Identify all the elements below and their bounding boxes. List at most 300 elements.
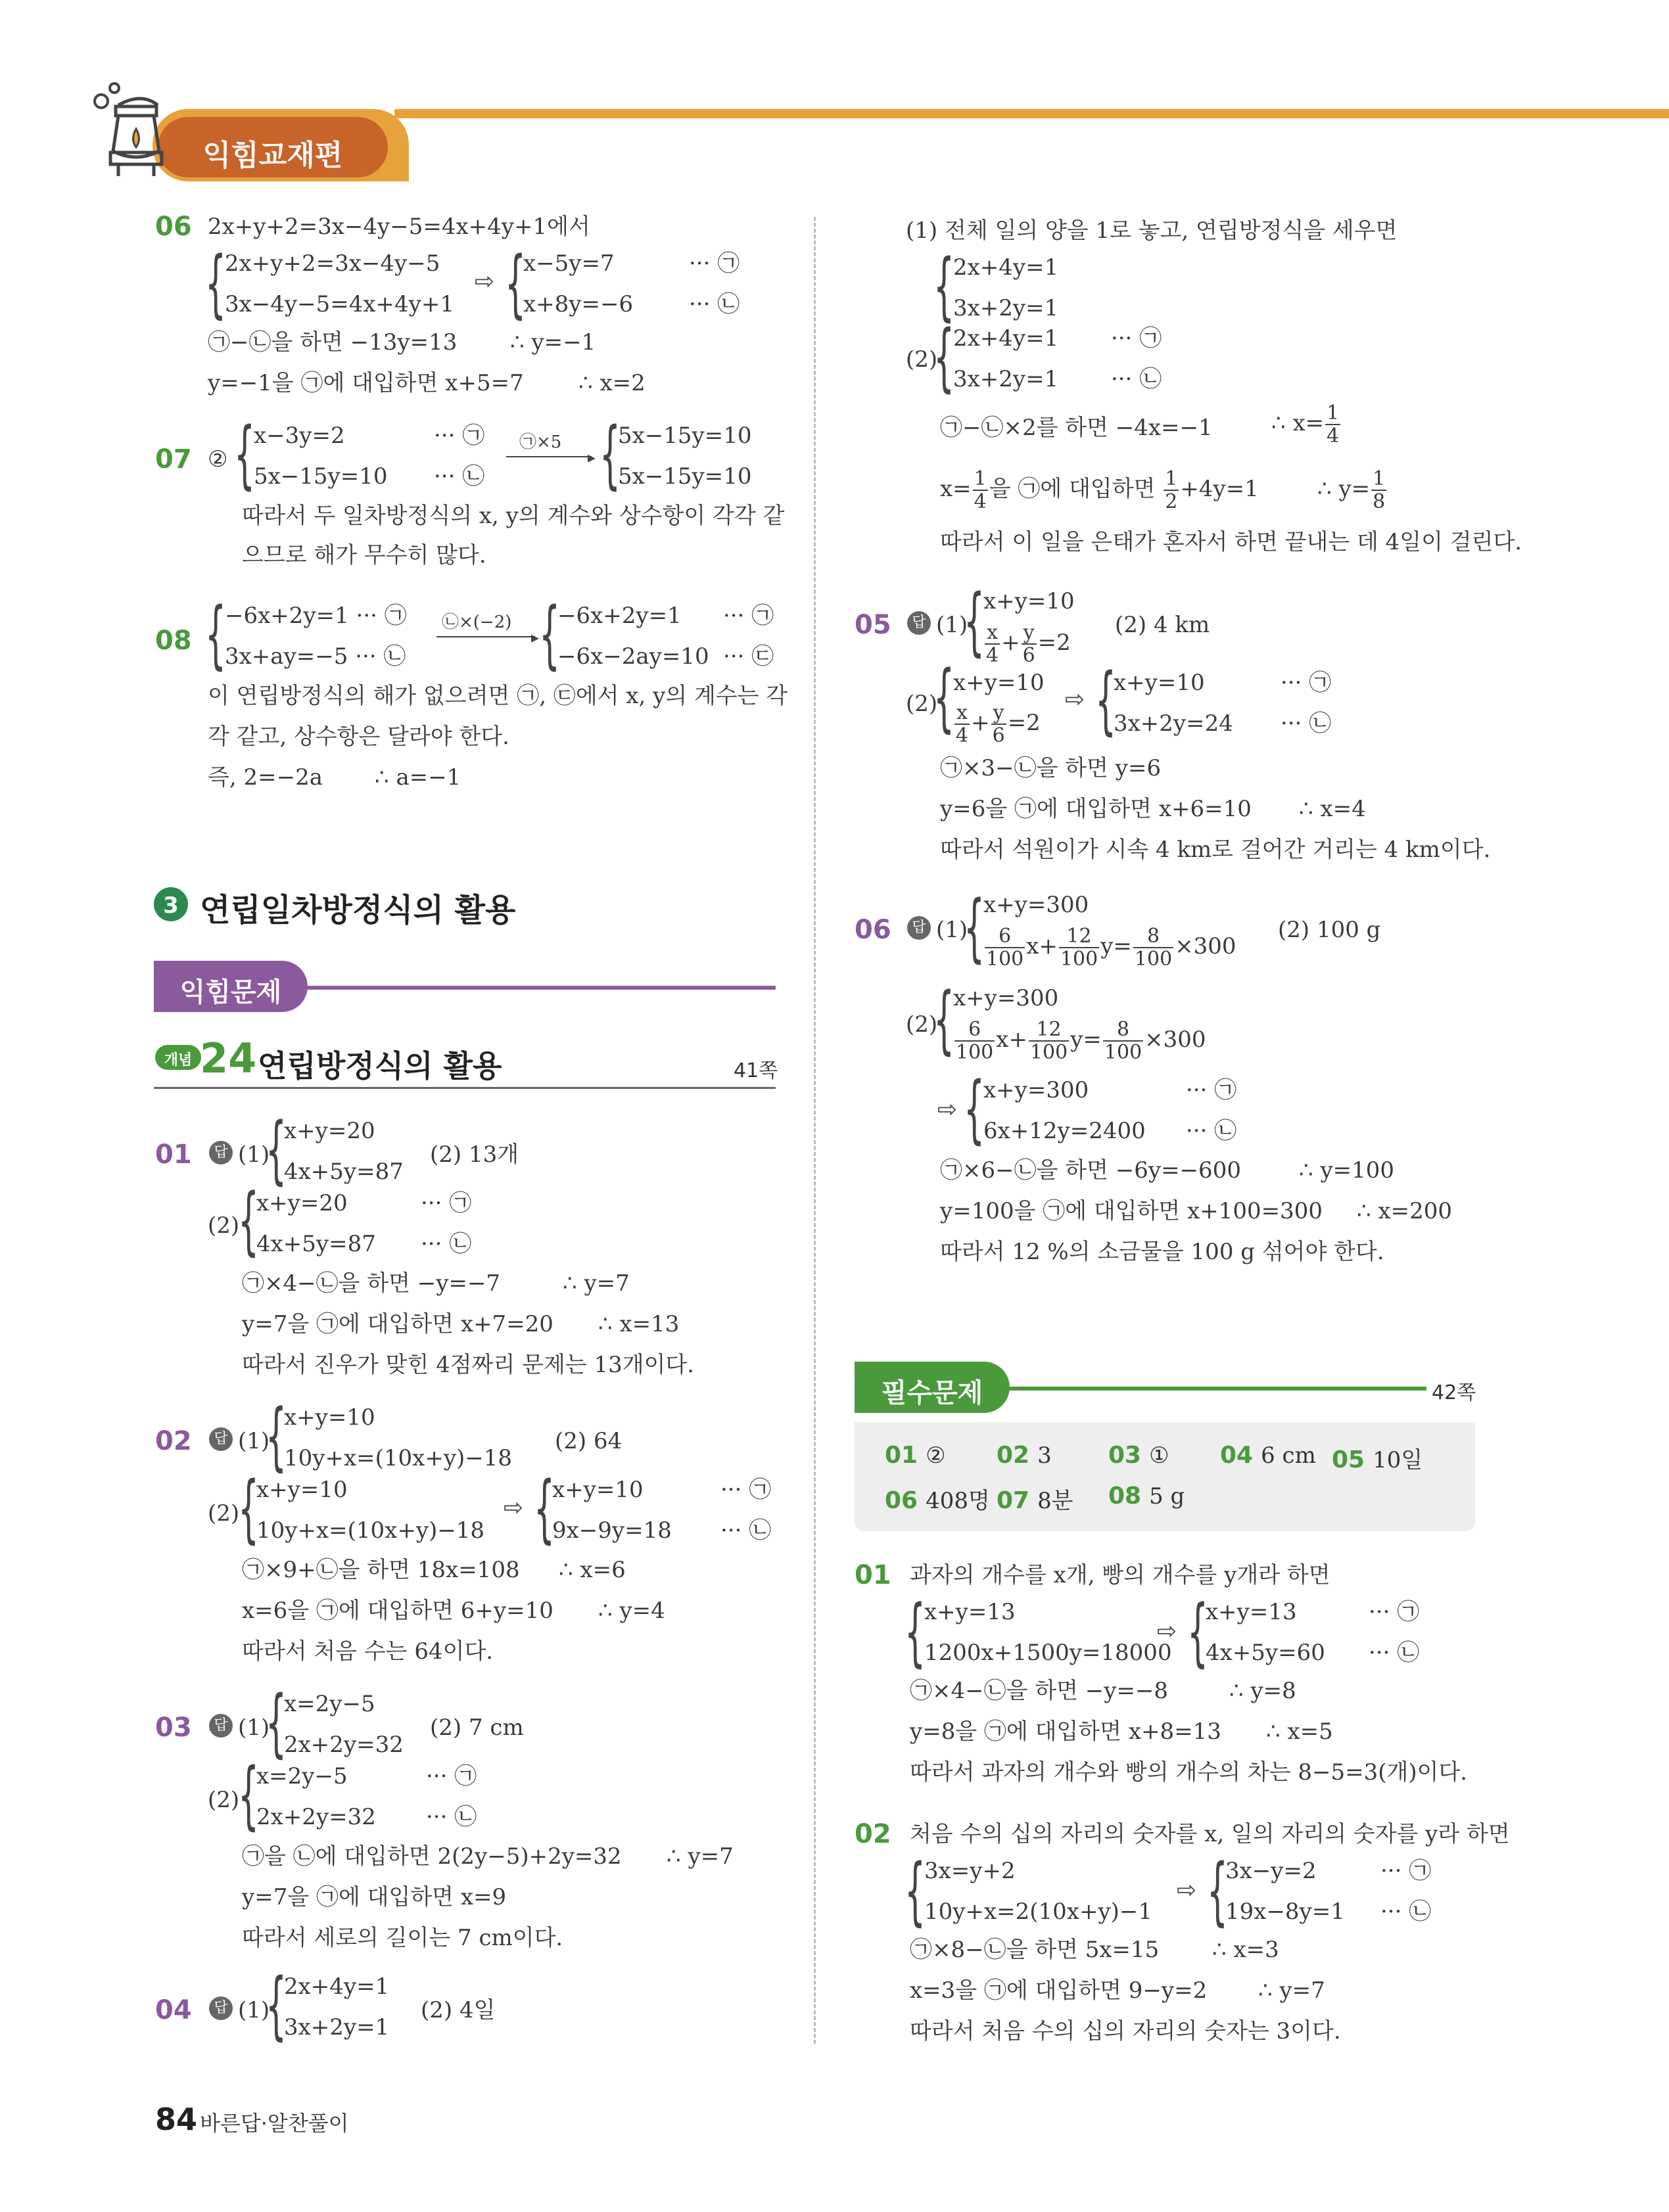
denominator: 100: [1104, 1041, 1142, 1064]
equation: x=2y−5: [284, 1691, 375, 1717]
answer-value: 10일: [1373, 1447, 1423, 1473]
equation: x+y=10: [284, 1404, 375, 1431]
solution-result: ∴ y=4: [598, 1598, 665, 1624]
brace: {: [1095, 658, 1117, 743]
numerator: 1: [974, 467, 987, 490]
brace: {: [238, 1753, 260, 1838]
fraction: [1103, 1019, 1143, 1063]
answer-text: (2) 7 cm: [430, 1715, 524, 1741]
brace: {: [205, 241, 227, 327]
problem-number: 02: [855, 1819, 891, 1849]
page-number: 84: [155, 2102, 198, 2137]
equation-marker: ··· ㉡: [1281, 710, 1332, 737]
fraction: [991, 702, 1006, 747]
text: +: [971, 710, 990, 736]
answer-box: [855, 1422, 1475, 1531]
arrow-head-icon: ▸: [588, 448, 596, 467]
fraction: [954, 1019, 995, 1063]
answer-number: 02: [997, 1442, 1030, 1469]
equation: 10y+x=(10x+y)−18: [256, 1517, 485, 1544]
fraction: [1133, 925, 1173, 970]
solution-line: 따라서 처음 수는 64이다.: [242, 1638, 494, 1665]
equation: 6x+12y=2400: [983, 1118, 1146, 1144]
equation-marker: ··· ㉠: [421, 1190, 472, 1216]
equation: [953, 1019, 1206, 1063]
arrow-icon: ⇨: [1065, 686, 1085, 713]
equation: x+y=300: [953, 985, 1059, 1011]
part-label: (2): [906, 691, 938, 717]
solution-result: ∴ x=13: [598, 1311, 680, 1337]
brace: {: [599, 412, 621, 497]
numerator: 6: [954, 1019, 995, 1042]
equation: 19x−8y=1: [1225, 1899, 1345, 1925]
text: x+: [1026, 933, 1058, 959]
text: y=: [1100, 933, 1132, 959]
numerator: y: [991, 702, 1006, 725]
answer-text: (2) 4일: [421, 1997, 496, 2023]
text: ×300: [1175, 933, 1236, 959]
text: =2: [1007, 710, 1041, 736]
numerator: 1: [1327, 402, 1340, 425]
solution-result: ∴ y=100: [1299, 1157, 1395, 1184]
fraction: [1022, 622, 1037, 666]
brace: {: [933, 315, 955, 400]
problem-number: 08: [155, 626, 192, 656]
solution-result: ∴ y=7: [563, 1270, 630, 1297]
equation: −6x−2ay=10: [557, 643, 709, 670]
answer-badge: 답: [209, 1141, 233, 1164]
fraction: [1164, 468, 1179, 513]
denominator: 4: [986, 644, 999, 667]
fraction: [1029, 1019, 1069, 1063]
arrow-icon: ⇨: [504, 1494, 524, 1521]
fraction: [1325, 402, 1340, 447]
part-label: (2): [906, 1011, 938, 1038]
fraction: [1371, 468, 1386, 513]
concept-page: 41쪽: [734, 1059, 778, 1082]
fraction: [1059, 925, 1099, 970]
equation: x−3y=2: [254, 423, 345, 449]
solution-result: ∴ y=7: [1258, 1977, 1325, 2004]
equation: 1200x+1500y=18000: [924, 1640, 1172, 1666]
numerator: 1: [1373, 467, 1386, 490]
brace: {: [205, 592, 227, 678]
problem-number: 01: [855, 1560, 891, 1590]
solution-line: ㉠×3−㉡을 하면 y=6: [940, 755, 1162, 781]
answer-value: 408명: [926, 1488, 990, 1514]
solution-line: y=7을 ㉠에 대입하면 x=9: [242, 1884, 507, 1910]
answer-text: (2) 13개: [430, 1141, 519, 1168]
equation: 3x−4y−5=4x+4y+1: [225, 291, 454, 317]
answer-value: 5 g: [1149, 1483, 1185, 1509]
equation-marker: ··· ㉠: [426, 1763, 477, 1789]
denominator: 100: [1134, 948, 1173, 971]
ribbon-line: [986, 1387, 1426, 1391]
answer-badge: 답: [209, 1714, 233, 1738]
equation: x+y=20: [284, 1118, 375, 1144]
equation-marker: ··· ㉠: [723, 603, 774, 629]
header-tab-label: 익힘교재편: [202, 139, 343, 172]
numerator: 8: [1103, 1019, 1143, 1042]
concept-title: 연립방정식의 활용: [258, 1048, 502, 1084]
solution-line: ㉠×6−㉡을 하면 −6y=−600: [940, 1157, 1241, 1184]
solution-line: 이 연립방정식의 해가 없으려면 ㉠, ㉢에서 x, y의 계수는 각: [208, 683, 788, 709]
fraction: [954, 702, 970, 747]
denominator: 100: [986, 948, 1024, 971]
solution-result: [1317, 468, 1388, 513]
answer-badge: 답: [907, 611, 931, 635]
equation: x+y=20: [256, 1190, 348, 1216]
column-divider: [814, 217, 816, 2044]
denominator: 6: [1022, 644, 1035, 667]
ribbon-label: 필수문제: [881, 1378, 983, 1408]
brace: {: [964, 885, 985, 971]
problem-statement: 과자의 개수를 x개, 빵의 개수를 y개라 하면: [910, 1562, 1330, 1588]
solution-line: y=6을 ㉠에 대입하면 x+6=10: [940, 796, 1252, 822]
equation-marker: ··· ㉠: [720, 1477, 772, 1503]
solution-line: ㉠−㉡×2를 하면 −4x=−1: [940, 415, 1213, 441]
equation-marker: ··· ㉡: [426, 1804, 477, 1830]
answer-item: [1220, 1442, 1316, 1469]
solution-line: ㉠−㉡을 하면 −13y=13: [208, 329, 458, 356]
equation: 5x−15y=10: [254, 463, 388, 490]
brace: {: [505, 241, 527, 327]
equation: 4x+5y=87: [256, 1231, 376, 1257]
denominator: 4: [1327, 425, 1340, 448]
brace: {: [539, 592, 561, 678]
equation: x+y=300: [983, 1077, 1089, 1103]
equation: [953, 702, 1041, 747]
solution-line: ㉠×9+㉡을 하면 18x=108: [242, 1557, 520, 1583]
answer-number: 08: [1108, 1483, 1142, 1509]
denominator: 4: [956, 724, 969, 747]
solution-line: 따라서 진우가 맞힌 4점짜리 문제는 13개이다.: [242, 1352, 695, 1378]
brace: {: [964, 1067, 985, 1152]
denominator: 8: [1373, 490, 1386, 513]
brace: {: [933, 244, 955, 329]
answer-value: ①: [1149, 1442, 1169, 1469]
fraction: [985, 925, 1025, 970]
problem-statement: 처음 수의 십의 자리의 숫자를 x, 일의 자리의 숫자를 y라 하면: [910, 1821, 1510, 1847]
solution-line: x=6을 ㉠에 대입하면 6+y=10: [242, 1598, 553, 1624]
equation-marker: ··· ㉠: [689, 250, 740, 277]
answer-number: 07: [997, 1487, 1030, 1514]
answer-item: [885, 1442, 946, 1469]
arrow-icon: ⇨: [1177, 1877, 1197, 1904]
operation-arrow: [506, 456, 592, 457]
problem-number: 03: [155, 1713, 192, 1743]
part-label: (1): [238, 1141, 270, 1168]
solution-result: ∴ y=−1: [510, 329, 596, 356]
answer-item: [885, 1483, 990, 1515]
equation-marker: ··· ㉠: [1281, 670, 1332, 696]
ribbon-label: 익힘문제: [179, 977, 282, 1007]
numerator: x: [985, 622, 1000, 645]
numerator: y: [1022, 622, 1037, 645]
part-label: (2): [906, 346, 938, 373]
solution-line: y=100을 ㉠에 대입하면 x+100=300: [940, 1198, 1323, 1224]
equation: x+8y=−6: [523, 291, 634, 317]
equation: 3x+2y=1: [284, 2014, 390, 2040]
brace: {: [266, 1963, 287, 2048]
equation-line: 2x+y+2=3x−4y−5=4x+4y+1에서: [208, 214, 590, 240]
equation: 3x+ay=−5 ··· ㉡: [225, 643, 406, 670]
answer-item: [997, 1483, 1073, 1515]
equation-marker: ··· ㉡: [434, 463, 485, 490]
problem-number: 06: [855, 915, 891, 945]
denominator: 4: [974, 490, 987, 513]
equation: 2x+2y=32: [256, 1804, 376, 1830]
solution-line: (1) 전체 일의 양을 1로 놓고, 연립방정식을 세우면: [906, 218, 1398, 244]
numerator: 12: [1059, 925, 1099, 948]
equation: 3x+2y=1: [953, 295, 1059, 321]
brace: {: [1187, 1590, 1209, 1675]
solution-line: 따라서 두 일차방정식의 x, y의 계수와 상수항이 각각 같: [242, 503, 785, 529]
arrow-icon: ⇨: [475, 268, 495, 295]
equation-marker: ··· ㉠: [1186, 1077, 1237, 1103]
equation: [983, 925, 1236, 970]
concept-tag: [155, 1045, 201, 1070]
numerator: 6: [985, 925, 1025, 948]
solution-result: [1271, 402, 1342, 447]
answer-value: 6 cm: [1261, 1442, 1316, 1469]
equation-marker: ··· ㉠: [434, 423, 485, 449]
result-text: ∴ y=: [1317, 476, 1371, 502]
equation: x+y=13: [924, 1599, 1016, 1625]
answer-text: (2) 64: [555, 1428, 623, 1454]
result-text: ∴ x=: [1271, 410, 1325, 436]
brace: {: [266, 1107, 287, 1193]
equation: 5x−15y=10: [618, 463, 752, 490]
brace: {: [238, 1466, 260, 1552]
answer-badge: 답: [209, 1427, 233, 1451]
ribbon-tab: [154, 961, 308, 1012]
arrow-icon: ⇨: [937, 1096, 958, 1123]
equation: 4x+5y=60: [1206, 1640, 1325, 1666]
solution-line: ㉠을 ㉡에 대입하면 2(2y−5)+2y=32: [242, 1843, 622, 1870]
equation: x+y=10: [983, 588, 1075, 614]
answer-value: 8분: [1037, 1488, 1073, 1514]
problem-number: 07: [155, 444, 192, 474]
operation-arrow: [436, 636, 535, 637]
section-title: 연립일차방정식의 활용: [200, 892, 516, 929]
solution-line: ㉠×8−㉡을 하면 5x=15: [910, 1937, 1160, 1963]
operation-label: ㉠×5: [519, 432, 562, 452]
arrow-icon: ⇨: [1157, 1618, 1177, 1645]
part-label: (1): [238, 1997, 270, 2023]
text: 을 ㉠에 대입하면: [989, 476, 1156, 502]
solution-result: ∴ y=7: [667, 1843, 734, 1870]
fraction: [985, 622, 1000, 666]
solution-line: y=7을 ㉠에 대입하면 x+7=20: [242, 1311, 553, 1337]
equation: 10y+x=(10x+y)−18: [284, 1445, 513, 1471]
part-label: (2): [208, 1787, 240, 1813]
brace: {: [266, 1680, 287, 1766]
brace: {: [534, 1466, 555, 1552]
solution-line: 따라서 과자의 개수와 빵의 개수의 차는 8−5=3(개)이다.: [910, 1759, 1468, 1786]
solution-line: 따라서 석원이가 시속 4 km로 걸어간 거리는 4 km이다.: [940, 837, 1491, 863]
equation-marker: ··· ㉡: [1369, 1640, 1420, 1666]
equation-marker: ··· ㉢: [723, 643, 774, 670]
solution-result: ∴ a=−1: [375, 764, 461, 791]
equation-marker: ··· ㉡: [720, 1517, 772, 1544]
text: +4y=1: [1180, 476, 1259, 502]
equation: 4x+5y=87: [284, 1159, 404, 1185]
problem-number: 05: [855, 610, 891, 640]
solution-line: [940, 468, 1259, 513]
equation: −6x+2y=1: [557, 603, 682, 629]
equation: x−5y=7: [523, 250, 615, 277]
problem-number: 06: [155, 212, 192, 242]
brace: {: [905, 1849, 926, 1934]
equation: x+y=10: [953, 670, 1045, 696]
section-badge: [154, 887, 188, 921]
solution-result: ∴ x=6: [559, 1557, 626, 1583]
text: x=: [940, 476, 972, 502]
numerator: x: [954, 702, 970, 725]
equation: 2x+4y=1: [953, 254, 1059, 281]
equation: [983, 622, 1071, 666]
solution-line: 으므로 해가 무수히 많다.: [242, 542, 486, 568]
solution-result: ∴ x=5: [1266, 1718, 1333, 1745]
equation: −6x+2y=1 ··· ㉠: [225, 603, 407, 629]
equation: 3x=y+2: [924, 1858, 1016, 1884]
numerator: 8: [1133, 925, 1173, 948]
brace: {: [266, 1394, 287, 1479]
solution-line: 따라서 세로의 길이는 7 cm이다.: [242, 1925, 563, 1951]
answer-value: ②: [926, 1442, 946, 1469]
answer-item: [1108, 1442, 1169, 1469]
solution-result: ∴ x=200: [1357, 1198, 1452, 1224]
denominator: 6: [992, 724, 1005, 747]
brace: {: [905, 1590, 926, 1675]
brace: {: [234, 412, 256, 497]
answer-badge: 답: [907, 916, 931, 940]
equation-marker: ··· ㉠: [1369, 1599, 1420, 1625]
book-name: 바른답·알찬풀이: [200, 2111, 349, 2136]
equation: 9x−9y=18: [552, 1517, 672, 1544]
answer-item: [997, 1442, 1052, 1469]
equation: 3x+2y=1: [953, 366, 1059, 392]
brace: {: [238, 1178, 260, 1264]
answer-badge: 답: [209, 1996, 233, 2020]
equation: 2x+2y=32: [284, 1732, 404, 1758]
answer-number: 04: [1220, 1442, 1254, 1469]
equation-marker: ··· ㉡: [1186, 1118, 1237, 1144]
equation: x+y=10: [1114, 670, 1205, 696]
solution-result: ∴ x=2: [578, 370, 646, 396]
equation: 2x+4y=1: [953, 325, 1059, 352]
answer-text: (2) 4 km: [1115, 612, 1210, 638]
answer-number: 06: [885, 1487, 918, 1514]
solution-line: y=8을 ㉠에 대입하면 x+8=13: [910, 1718, 1221, 1745]
ribbon-line: [302, 986, 776, 990]
fraction: [973, 468, 988, 513]
text: ×300: [1144, 1026, 1206, 1053]
answer-value: 3: [1037, 1442, 1052, 1469]
answer-choice: ②: [208, 446, 228, 472]
concept-number: 24: [200, 1034, 257, 1082]
answer-number: 05: [1332, 1446, 1365, 1473]
solution-line: x=3을 ㉠에 대입하면 9−y=2: [910, 1977, 1208, 2004]
answer-item: [1108, 1483, 1185, 1509]
text: y=: [1070, 1026, 1102, 1053]
equation: x=2y−5: [256, 1763, 348, 1789]
part-label: (1): [238, 1715, 270, 1741]
ribbon-page: 42쪽: [1432, 1381, 1476, 1404]
equation-marker: ··· ㉡: [689, 291, 740, 317]
equation-marker: ··· ㉡: [1111, 366, 1162, 392]
equation: 3x−y=2: [1225, 1858, 1317, 1884]
equation: 2x+4y=1: [284, 1973, 390, 2000]
part-label: (1): [238, 1428, 270, 1454]
equation-marker: ··· ㉠: [1380, 1858, 1432, 1884]
solution-line: 따라서 12 %의 소금물을 100 g 섞어야 한다.: [940, 1239, 1384, 1265]
numerator: 12: [1029, 1019, 1069, 1042]
ribbon-tab: [855, 1362, 1010, 1413]
equation: x+y=10: [552, 1477, 644, 1503]
concept-underline: [154, 1087, 776, 1089]
section-badge-number: 3: [163, 892, 179, 919]
part-label: (1): [936, 612, 968, 638]
part-label: (2): [208, 1212, 240, 1239]
brace: {: [1207, 1849, 1229, 1934]
concept-tag-label: 개념: [164, 1052, 193, 1069]
denominator: 2: [1165, 490, 1178, 513]
part-label: (2): [208, 1500, 240, 1527]
equation: x+y=13: [1206, 1599, 1297, 1625]
solution-line: 각 같고, 상수항은 달라야 한다.: [208, 724, 509, 750]
equation-marker: ··· ㉡: [1380, 1899, 1432, 1925]
denominator: 100: [1060, 948, 1098, 971]
header-tab: [158, 117, 388, 177]
solution-result: ∴ x=3: [1212, 1937, 1279, 1963]
arrow-head-icon: ▸: [531, 628, 540, 647]
denominator: 100: [956, 1041, 994, 1064]
brace: {: [933, 977, 955, 1063]
operation-label: ㉡×(−2): [442, 612, 512, 632]
equation: 2x+y+2=3x−4y−5: [225, 250, 440, 277]
text: +: [1001, 630, 1020, 656]
header-accent-bar: [394, 109, 1669, 118]
equation: 3x+2y=24: [1114, 710, 1233, 737]
answer-number: 01: [885, 1442, 918, 1469]
denominator: 100: [1029, 1041, 1068, 1064]
problem-number: 04: [155, 1995, 192, 2025]
solution-line: 따라서 이 일을 은태가 혼자서 하면 끝내는 데 4일이 걸린다.: [940, 529, 1522, 555]
solution-result: ∴ x=4: [1299, 796, 1366, 822]
text: =2: [1037, 630, 1071, 656]
brace: {: [933, 655, 955, 741]
solution-line: 즉, 2=−2a: [208, 764, 323, 791]
part-label: (1): [936, 917, 968, 943]
solution-result: ∴ y=8: [1229, 1678, 1296, 1704]
answer-number: 03: [1108, 1442, 1142, 1469]
equation-marker: ··· ㉡: [421, 1231, 472, 1257]
equation: x+y=300: [983, 892, 1089, 918]
answer-item: [1332, 1442, 1422, 1474]
equation-marker: ··· ㉠: [1111, 325, 1162, 352]
solution-line: 따라서 처음 수의 십의 자리의 숫자는 3이다.: [910, 2018, 1341, 2044]
answer-text: (2) 100 g: [1278, 917, 1381, 943]
equation: 10y+x=2(10x+y)−1: [924, 1899, 1153, 1925]
equation: x+y=10: [256, 1477, 348, 1503]
problem-number: 02: [155, 1426, 192, 1456]
solution-line: ㉠×4−㉡을 하면 −y=−7: [242, 1270, 501, 1297]
brace: {: [964, 579, 985, 664]
text: x+: [996, 1026, 1027, 1053]
numerator: 1: [1165, 467, 1178, 490]
